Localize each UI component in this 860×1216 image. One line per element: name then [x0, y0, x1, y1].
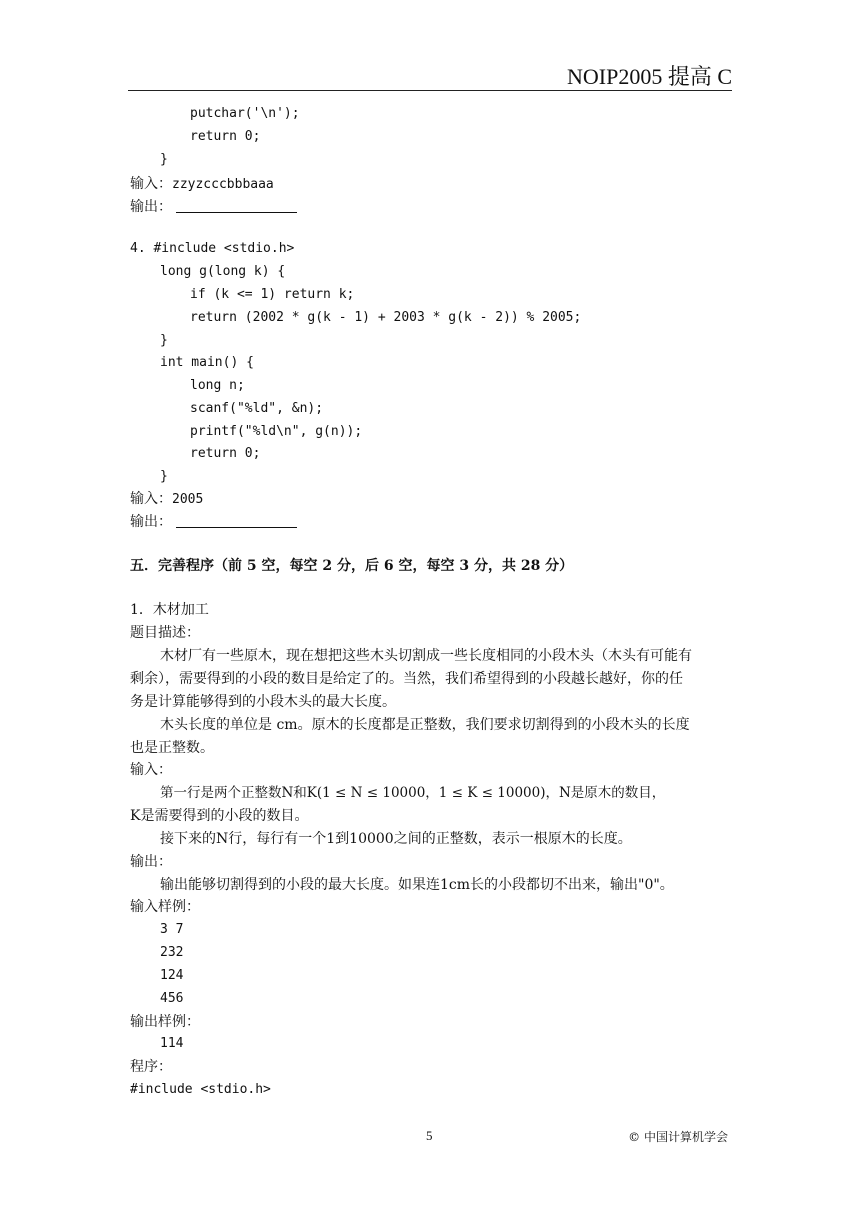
sample-input-line: 124 — [160, 968, 184, 983]
input-label: 输入： — [130, 762, 172, 778]
sample-output-line: 114 — [160, 1036, 184, 1051]
input-value: 2005 — [172, 492, 204, 507]
page-number: 5 — [426, 1128, 433, 1143]
code-line: 4. #include <stdio.h> — [130, 241, 295, 256]
code-line: printf("%ld\n", g(n)); — [190, 424, 363, 439]
answer-blank — [176, 527, 297, 528]
q4-output-label: 输出： — [130, 514, 172, 530]
code-line: return 0; — [190, 129, 261, 144]
desc-text: 也是正整数。 — [130, 740, 214, 756]
code-line: int main() { — [160, 355, 254, 370]
section-heading: 五．完善程序（前 5 空，每空 2 分，后 6 空，每空 3 分，共 28 分） — [130, 558, 574, 574]
program-label: 程序： — [130, 1059, 172, 1075]
code-line: } — [160, 469, 168, 484]
code-line: putchar('\n'); — [190, 106, 300, 121]
output-text: 输出能够切割得到的小段的最大长度。如果连1cm长的小段都切不出来，输出"0"。 — [160, 877, 674, 893]
desc-text: 务是计算能够得到的小段木头的最大长度。 — [130, 694, 396, 710]
q3-output-label: 输出： — [130, 199, 172, 215]
header-rule — [128, 90, 732, 91]
output-label: 输出： — [130, 854, 172, 870]
copyright-org: © 中国计算机学会 — [628, 1130, 728, 1144]
sample-input-label: 输入样例： — [130, 899, 200, 915]
sample-output-label: 输出样例： — [130, 1014, 200, 1030]
q3-input — [130, 175, 274, 194]
desc-text: 剩余），需要得到的小段的数目是给定了的。当然，我们希望得到的小段越长越好，你的任 — [130, 671, 683, 687]
input-text: 第一行是两个正整数N和K(1 ≤ N ≤ 10000，1 ≤ K ≤ 10000)，N是原木的数目， — [160, 785, 666, 801]
input-label: 输入： — [130, 491, 172, 507]
code-line: long n; — [190, 378, 245, 393]
code-line: } — [160, 333, 168, 348]
code-line: return (2002 * g(k - 1) + 2003 * g(k - 2)) % 2005; — [190, 310, 582, 325]
input-value: zzyzcccbbbaaa — [172, 177, 274, 192]
input-text: K是需要得到的小段的数目。 — [130, 808, 309, 824]
sample-input-line: 456 — [160, 991, 184, 1006]
q4-input — [130, 490, 203, 509]
page-header-title: NOIP2005 提高 C — [566, 64, 732, 89]
desc-label: 题目描述： — [130, 625, 200, 641]
sample-input-line: 232 — [160, 945, 184, 960]
code-line: scanf("%ld", &n); — [190, 401, 324, 416]
code-line: return 0; — [190, 446, 261, 461]
desc-text: 木材厂有一些原木，现在想把这些木头切割成一些长度相同的小段木头（木头有可能有 — [160, 648, 692, 664]
code-line: if (k <= 1) return k; — [190, 287, 355, 302]
desc-text: 木头长度的单位是 cm。原木的长度都是正整数，我们要求切割得到的小段木头的长度 — [160, 717, 690, 733]
sample-input-line: 3 7 — [160, 922, 184, 937]
problem-title: 1．木材加工 — [130, 602, 209, 618]
code-line: } — [160, 152, 168, 167]
input-text: 接下来的N行，每行有一个1到10000之间的正整数，表示一根原木的长度。 — [160, 831, 632, 847]
input-label: 输入： — [130, 176, 172, 192]
code-line: long g(long k) { — [160, 264, 286, 279]
answer-blank — [176, 212, 297, 213]
code-line: #include <stdio.h> — [130, 1082, 271, 1097]
